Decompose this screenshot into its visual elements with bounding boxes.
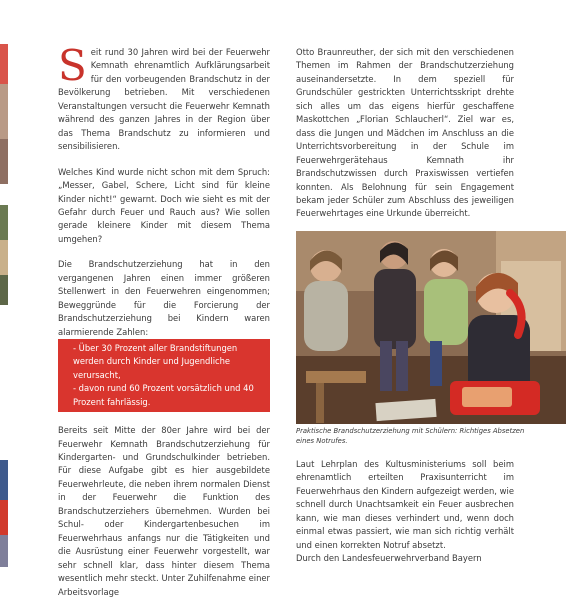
edge-photo-bottom [0,460,8,567]
paragraph-landesfeuerwehrverband: Durch den Landesfeuerwehrverband Bayern [296,553,482,564]
intro-paragraph [58,41,270,154]
left-column [58,41,270,611]
photo-caption: Praktische Brandschutzerziehung mit Schülern: Richtiges Absetzen eines Notrufes. [296,426,525,445]
photo-illustration [296,231,566,424]
facts-box [58,339,270,412]
paragraph-curriculum: Laut Lehrplan des Kultusministeriums soll beim ehrenamtlich erteilten Praxisunterricht im Feuerwehrhaus den Kindern aufgezeigt werden, wie schnell durch Unachtsamkeit ein Feuer ausbrechen kann, wie man dieses verhindert und, wenn doch einmal etwas passiert, wie man sich richtig verhält und einen korrekten Notruf absetzt. [296,458,514,550]
right-column [296,46,525,578]
fact-item: - davon rund 60 Prozent vorsätzlich und 40 Prozent fahrlässig. [73,383,254,407]
paragraph-braunreuther: Otto Braunreuther, der sich mit den verschiedenen Themen im Rahmen der Brandschutzerziehung auseinandersetzte. In dem speziell für Grundschüler gestrickten Unterrichtsskript drehte sich alles um das eigens hierfür geschaffene Maskottchen „Florian Schlaucherl“. Ziel war es, dass die Jungen und Mädchen im Anschluss an die Unterrichtsvorbereitung in der Schule im Feuerwehrgerätehaus Kemnath ihr Brandschutzwissen durch Praxiswissen vertiefen konnten. Als Belohnung für sein Engagement bekam jeder Schüler zum Abschluss des jeweiligen Feuerwehrtages eine Urkunde überreicht. [296,47,514,219]
fact-item: - Über 30 Prozent aller Brandstiftungen werden durch Kinder und Jugendliche verursacht, [73,343,238,380]
paragraph-saying: Welches Kind wurde nicht schon mit dem Spruch: „Messer, Gabel, Schere, Licht sind für kleine Kinder nicht!“ gewarnt. Doch wie sieht es mit der Gefahr durch Feuer und Rauch aus? Wie sollen gerade kleinere Kinder mit diesem Thema umgehen? [58,166,270,244]
paragraph-reasons: Die Brandschutzerziehung hat in den vergangenen Jahren einen immer größeren Stellenwert in den Feuerwehren eingenommen; Beweggründe für die Forcierung der Brandschutzerziehung bei Kindern waren alarmierende Zahlen: [58,259,270,337]
drop-cap: S [58,41,87,90]
edge-photo-middle [0,205,8,305]
paragraph-history: Bereits seit Mitte der 80er Jahre wird bei der Feuerwehr Kemnath Brandschutzerziehung für Kindergarten- und Grundschulkinder betrieben. Für diese Aufgabe gibt es hier ausgebildete Feuerwehrleute, die neben ihrem normalen Dienst in der Feuerwehr die Funktion des Brandschutzerziehers übernehmen. Wurden bei Schul- oder Kindergartenbesuchen im Feuerwehrhaus anfangs nur die Tätigkeiten und die Ausrüstung einer Feuerwehr vorgestellt, war sehr schnell klar, dass hinter diesem Thema wesentlich mehr steckt. Unter Zuhilfenahme einer Arbeitsvorlage [58,425,270,597]
intro-text: eit rund 30 Jahren wird bei der Feuerwehr Kemnath ehrenamtlich Aufklärungsarbeit für den vorbeugenden Brandschutz in der Bevölkerung betrieben. Mit verschiedenen Veranstaltungen versucht die Feuerwehr Kemnath während des ganzen Jahres in der Region über das Thema Brandschutz zu informieren und sensibilisieren. [58,47,270,152]
edge-photo-top [0,44,8,184]
photo-children-emergency-call [296,231,566,424]
